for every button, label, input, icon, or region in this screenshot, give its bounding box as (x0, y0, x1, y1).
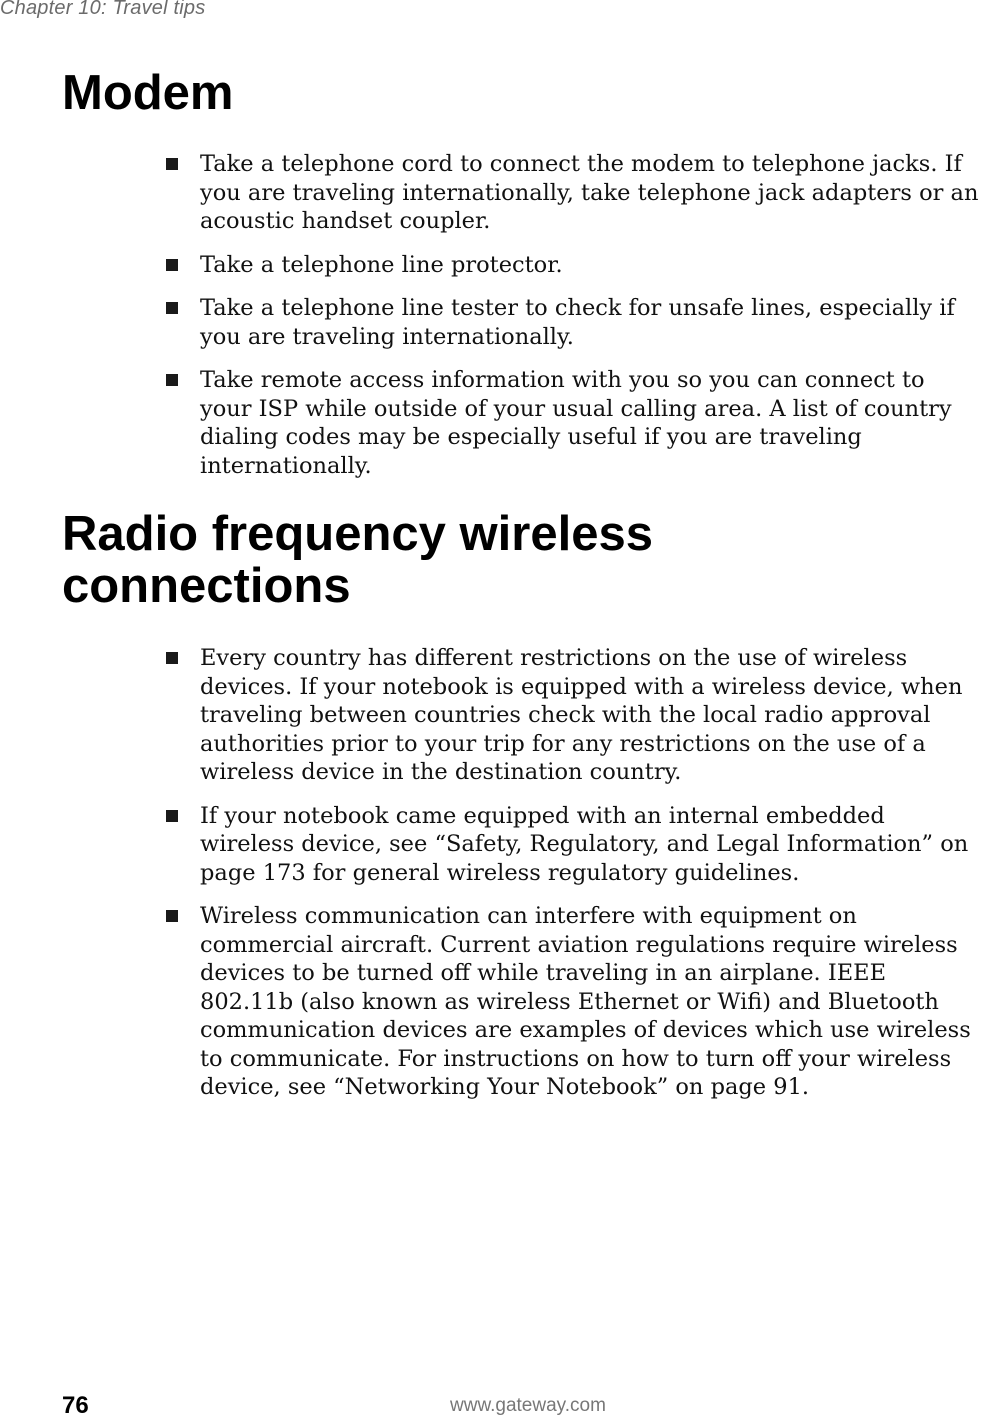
square-bullet-icon (166, 374, 178, 386)
list-item-text: Take remote access information with you so you can connect to your ISP while outside of your usual calling area. A list of country dialing codes may be especially useful if you are traveling internationally. (200, 367, 952, 479)
square-bullet-icon (166, 158, 178, 170)
list-item-text: If your notebook came equipped with an internal embedded wireless device, see “Safety, Regulatory, and Legal Information” on page 173 for general wireless regulatory guidelines. (200, 802, 969, 886)
list-item-text: Wireless communication can interfere with equipment on commercial aircraft. Current aviation regulations require wireless devices to be turned off while traveling in an airplane. IEEE 802.11b (also known as wireless Ethernet or Wifi) and Bluetooth communication devices are examples of devices which use wireless to communicate. For instructions on how to turn off your wireless device, see “Networking Your Notebook” on page 91. (200, 903, 971, 1100)
list-item-text: Take a telephone line tester to check for unsafe lines, especially if you are traveling internationally. (200, 295, 955, 350)
square-bullet-icon (166, 810, 178, 822)
section-heading-radio-frequency: Radio frequency wireless connections (62, 507, 653, 613)
list-item (0, 251, 980, 280)
list-item (0, 802, 980, 888)
list-item (0, 294, 980, 351)
square-bullet-icon (166, 910, 178, 922)
running-header: Chapter 10: Travel tips (0, 0, 206, 19)
footer-url: www.gateway.com (450, 1395, 606, 1416)
square-bullet-icon (166, 302, 178, 314)
list-item-text: Take a telephone cord to connect the modem to telephone jacks. If you are traveling internationally, take telephone jack adapters or an acoustic handset coupler. (200, 151, 979, 234)
list-item-text: Take a telephone line protector. (200, 251, 563, 278)
list-item (0, 150, 980, 236)
bullet-list-radio-frequency (0, 644, 1006, 1117)
bullet-list-modem (0, 150, 1006, 495)
list-item (0, 902, 980, 1102)
list-item-text: Every country has different restrictions on the use of wireless devices. If your notebook is equipped with a wireless device, when traveling between countries check with the local radio approval authorities prior to your trip for any restrictions on the use of a wireless device in the destination country. (200, 645, 963, 785)
square-bullet-icon (166, 652, 178, 664)
list-item (0, 366, 980, 480)
list-item (0, 644, 980, 787)
page-number: 76 (62, 1392, 89, 1419)
square-bullet-icon (166, 259, 178, 271)
section-heading-modem: Modem (62, 66, 234, 120)
